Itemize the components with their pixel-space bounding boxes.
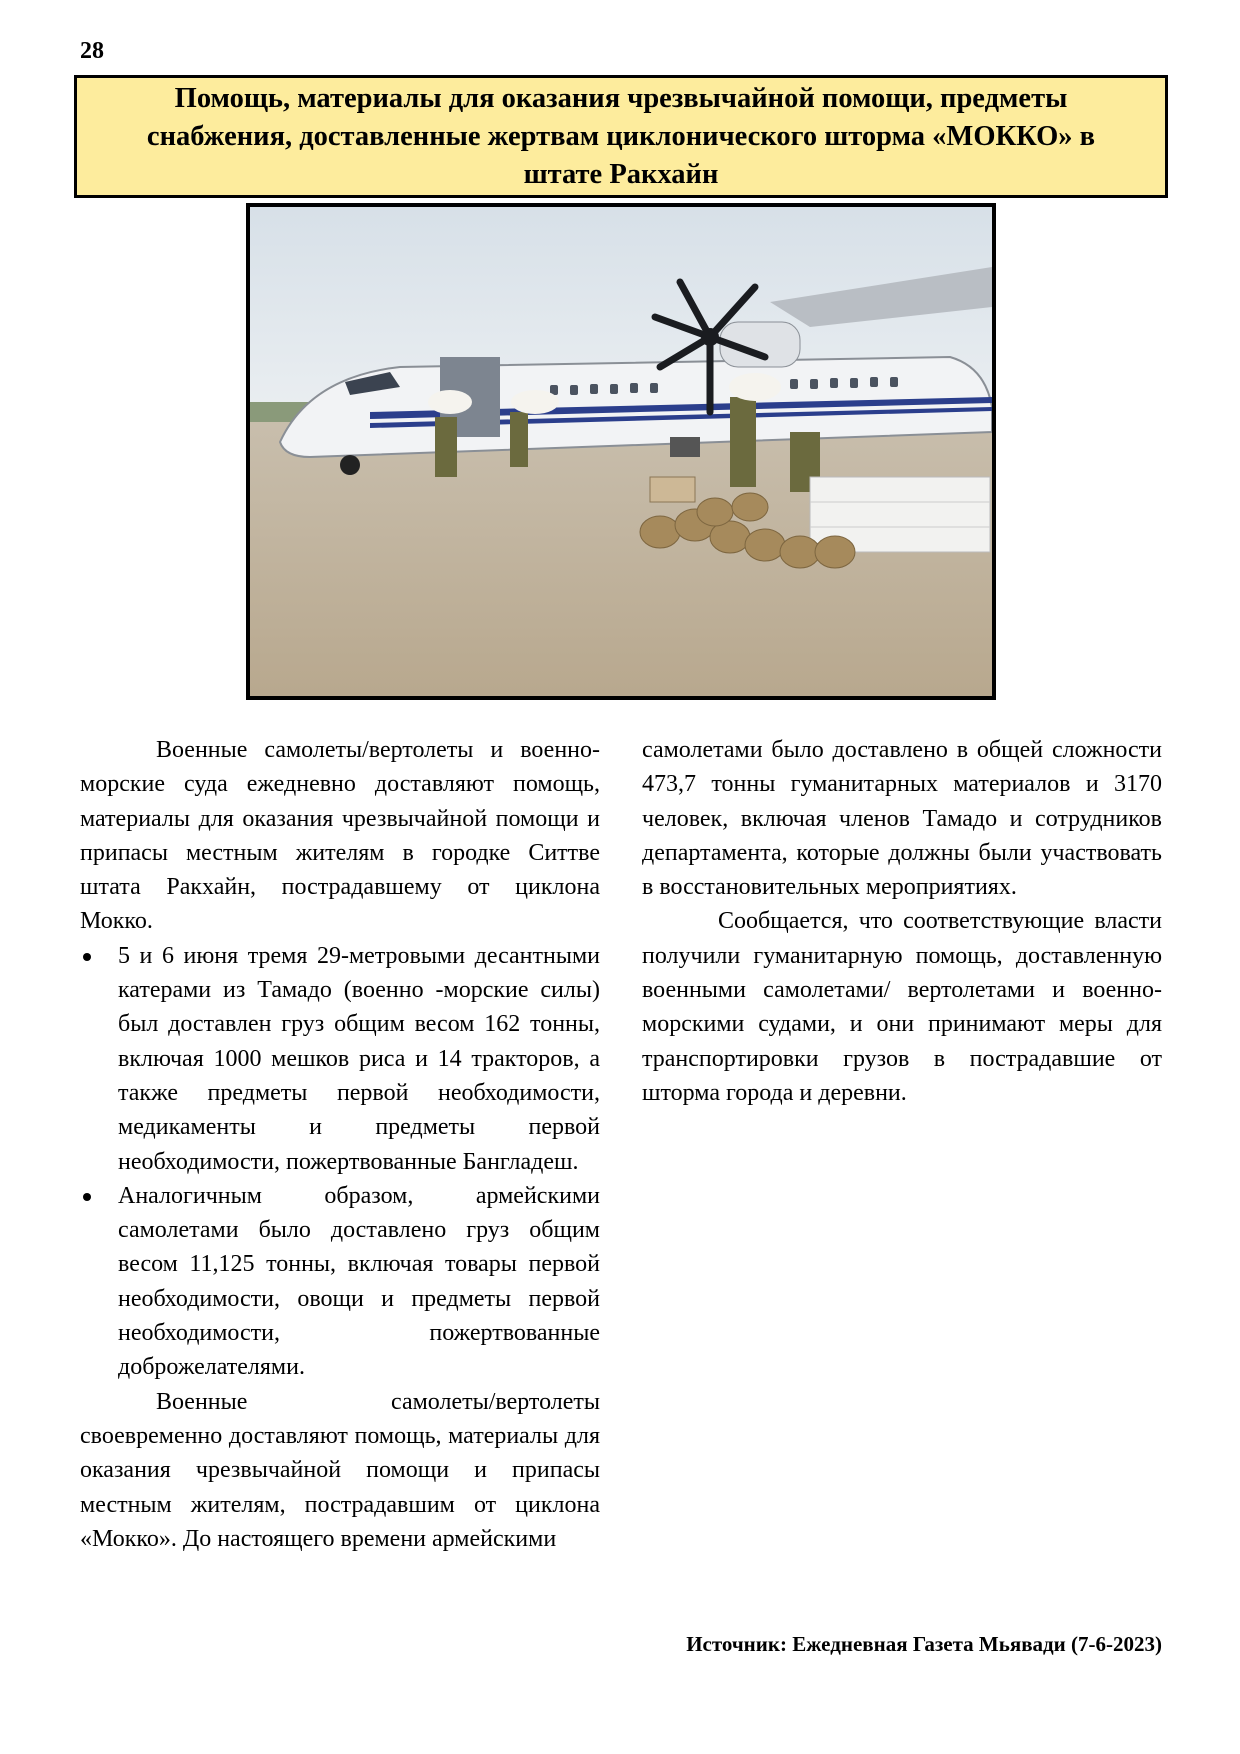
bullet-text: Аналогичным образом, армейскими самолетами было доставлено груз общим весом 11,125 тонны, включая товары первой необходимости, овощи и предметы первой необходимости, пожертвованные доброжелателями. — [118, 1182, 600, 1381]
continuation-paragraph: самолетами было доставлено в общей сложности 473,7 тонны гуманитарных материалов и 3170 человек, включая членов Тамадо и сотрудников департамента, которые должны были участвовать в восстановительных мероприятиях. — [642, 737, 1162, 901]
page-number: 28 — [80, 38, 104, 64]
title-box — [74, 75, 1168, 198]
bullet-icon — [83, 1193, 91, 1201]
list-item — [80, 939, 600, 1179]
bullet-text: 5 и 6 июня тремя 29-метровыми десантными катерами из Тамадо (военно -морские силы) был доставлен груз общим весом 162 тонны, включая 1000 мешков риса и 14 тракторов, а также предметы первой необходимости, медикаменты и предметы первой необходимости, пожертвованные Бангладеш. — [118, 942, 600, 1175]
bullet-list — [80, 939, 600, 1385]
bullet-icon — [83, 953, 91, 961]
cargo-plane-photo — [250, 207, 992, 696]
left-column — [80, 733, 600, 1556]
closing-paragraph: Военные самолеты/вертолеты своевременно доставляют помощь, материалы для оказания чрезвычайной помощи и припасы местным жителям, пострадавшим от циклона «Мокко». До настоящего времени армейскими — [80, 1388, 600, 1552]
list-item — [80, 1179, 600, 1385]
intro-paragraph: Военные самолеты/вертолеты и военно-морские суда ежедневно доставляют помощь, материалы для оказания чрезвычайной помощи и припасы местным жителям в городке Ситтве штата Ракхайн, пострадавшему от циклона Мокко. — [80, 737, 600, 935]
photo — [246, 203, 996, 700]
page-title: Помощь, материалы для оказания чрезвычайной помощи, предметы снабжения, доставленные жертвам циклонического шторма «МОККО» в штате Ракхайн — [146, 82, 1096, 190]
right-column — [642, 733, 1162, 1110]
source-citation: Источник: Ежедневная Газета Мьявади (7-6-2023) — [686, 1632, 1162, 1656]
second-paragraph: Сообщается, что соответствующие власти получили гуманитарную помощь, доставленную военными самолетами/ вертолетами и военно-морскими судами, и они принимают меры для транспортировки грузов в пострадавшие от шторма города и деревни. — [642, 908, 1162, 1106]
